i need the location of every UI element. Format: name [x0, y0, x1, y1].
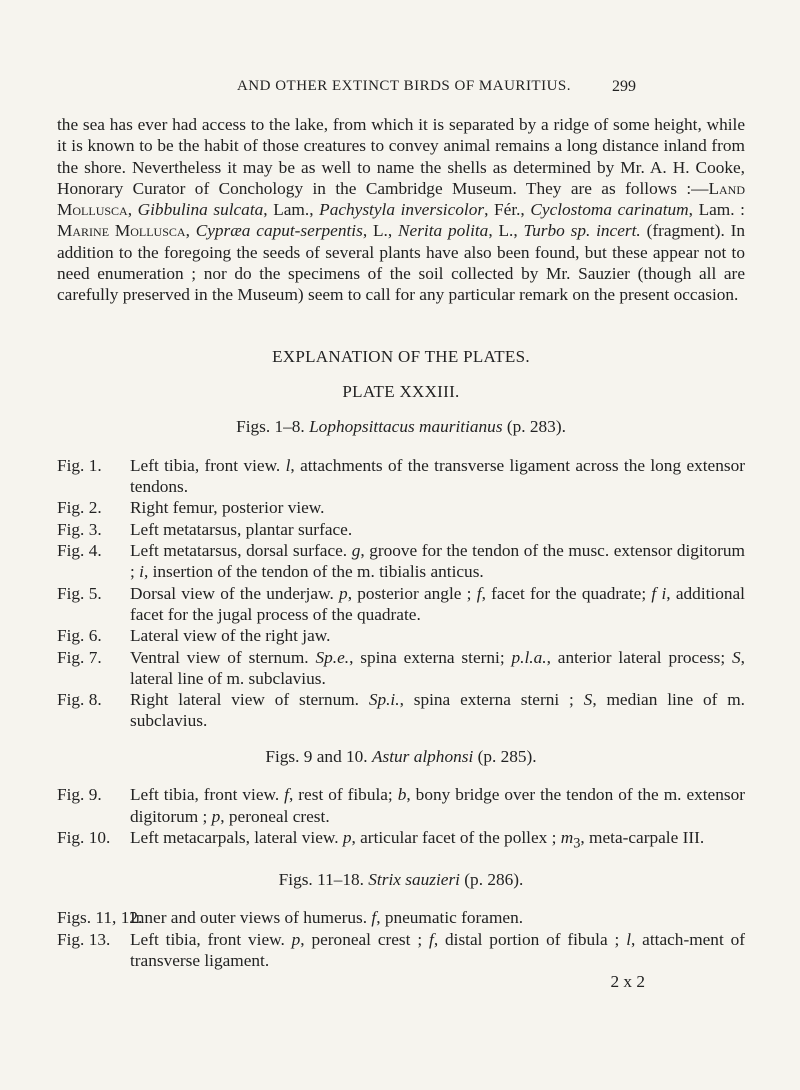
figure-label: Figs. 11, 12.: [57, 908, 143, 928]
figure-entry: Fig. 5. Dorsal view of the underjaw. p, posterior angle ; f, facet for the quadrate; f i, additional facet for the jugal process of the quadrate.: [57, 583, 745, 624]
figure-group-heading: Figs. 9 and 10. Astur alphonsi (p. 285).: [265, 746, 537, 766]
species-name: Cyclostoma carinatum: [530, 200, 689, 220]
figure-entry: Fig. 3. Left metatarsus, plantar surface.: [57, 519, 353, 539]
figure-entry: Fig. 6. Lateral view of the right jaw.: [57, 626, 331, 646]
figure-label: Fig. 9.: [57, 785, 102, 805]
figure-label: Fig. 3.: [57, 519, 102, 539]
figure-entry: Fig. 13. Left tibia, front view. p, peroneal crest ; f, distal portion of fibula ; l, attach-ment of transverse ligament.: [57, 929, 746, 970]
figure-label: Fig. 7.: [57, 647, 102, 667]
body-paragraph: the sea has ever had access to the lake, from which it is separated by a ridge of some height, while it is known to be the habit of those creatures to convey animal remains a long distance inland from the shore. Nevertheless it may be as well to name the shells as determined by Mr. A. H. Cooke, Honorary Curator of Conchology in the Cambridge Museum. They are as follows :—Land Mollusca, Gibbulina sulcata, Lam., Pachystyla inversicolor, Fér., Cyclostoma carinatum, Lam. : Marine Mollusca, Cypræa caput-serpentis, L., Nerita polita, L., Turbo sp. incert. (fragment). In addition to the foregoing the seeds of several plants have also been found, but these appear not to need enumeration ; nor do the specimens of the soil collected by Mr. Sauzier (though all are carefully preserved in the Museum) seem to call for any particular remark on the present occasion.: [57, 115, 745, 305]
figure-entry: Fig. 9. Left tibia, front view. f, rest of fibula; b, bony bridge over the tendon of the m. extensor digitorum ; p, peroneal crest.: [57, 785, 745, 826]
species-name: Turbo sp. incert.: [523, 221, 641, 241]
section-heading: EXPLANATION OF THE PLATES.: [272, 346, 530, 366]
page-number: 299: [612, 78, 636, 95]
figure-entry: Fig. 1. Left tibia, front view. l, attachments of the transverse ligament across the long extensor tendons.: [57, 455, 745, 497]
figure-label: Fig. 1.: [57, 455, 102, 475]
figure-group-heading: Figs. 1–8. Lophopsittacus mauritianus (p. 283).: [236, 417, 566, 437]
signature-mark: 2 x 2: [610, 972, 645, 992]
species-name: Gibbulina sulcata: [137, 200, 264, 220]
figure-label: Fig. 2.: [57, 498, 102, 518]
species-name: Pachystyla inversicolor: [319, 200, 485, 220]
page-body: [57, 114, 745, 992]
figure-label: Fig. 10.: [57, 827, 111, 847]
figure-label: Fig. 8.: [57, 690, 102, 710]
figure-label: Fig. 13.: [57, 929, 111, 949]
species-name: Cypræa caput-serpentis: [195, 221, 363, 241]
figure-label: Fig. 4.: [57, 541, 102, 561]
marine-mollusca-label: Marine Mollusca: [57, 221, 186, 241]
figure-label: Fig. 5.: [57, 583, 102, 603]
figure-entry: Figs. 11, 12. Inner and outer views of humerus. f, pneumatic foramen.: [57, 908, 524, 928]
figure-entry: Fig. 8. Right lateral view of sternum. Sp.i., spina externa sterni ; S, median line of m. subclavius.: [57, 690, 745, 731]
plate-heading: PLATE XXXIII.: [342, 381, 460, 401]
figure-entry: Fig. 10. Left metacarpals, lateral view. p, articular facet of the pollex ; $m_3$, meta-carpale III.: [57, 827, 745, 855]
figure-entry: Fig. 2. Right femur, posterior view.: [57, 498, 325, 518]
figure-group-heading: Figs. 11–18. Strix sauzieri (p. 286).: [278, 869, 524, 889]
figure-entry: Fig. 7. Ventral view of sternum. Sp.e., spina externa sterni; p.l.a., anterior lateral process; S, lateral line of m. subclavius.: [57, 647, 745, 688]
figure-entry: Fig. 4. Left metatarsus, dorsal surface. g, groove for the tendon of the musc. extensor digitorum ; i, insertion of the tendon of the m. tibialis anticus.: [57, 541, 745, 582]
species-name: Nerita polita: [398, 221, 489, 241]
figure-label: Fig. 6.: [57, 626, 102, 646]
running-header: AND OTHER EXTINCT BIRDS OF MAURITIUS.: [236, 78, 572, 94]
land-mollusca-label: Land Mollusca: [57, 178, 745, 220]
